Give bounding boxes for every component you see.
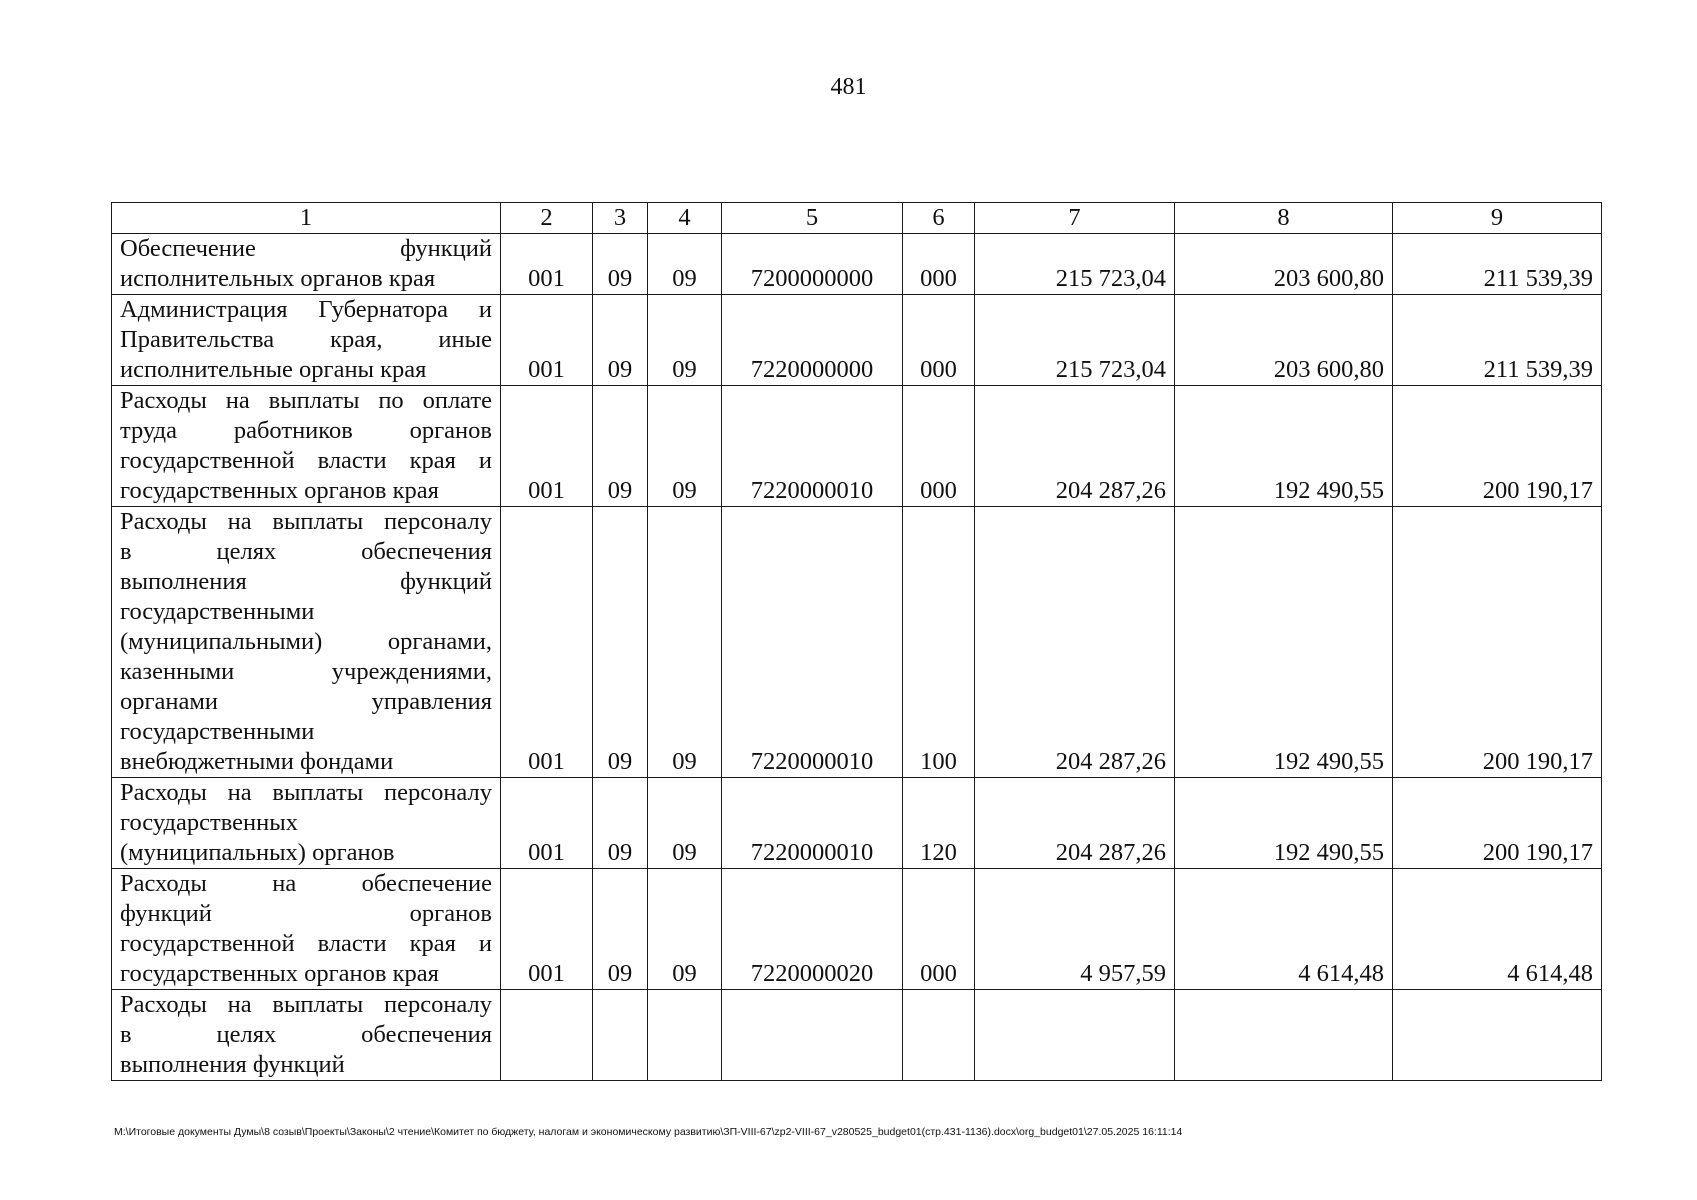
row-name-line: Расходы на выплаты персоналу [120,508,492,535]
section-code-cell: 09 [593,507,648,778]
amount-col8-cell: 203 600,80 [1175,295,1393,386]
amount-col7-cell: 204 287,26 [975,778,1175,869]
amount-col9-cell: 211 539,39 [1393,234,1602,295]
subsection-code-cell: 09 [648,869,722,990]
row-name-cell [112,386,501,507]
row-name-line: государственных органов края [120,960,439,987]
column-header-3: 3 [593,203,648,234]
admin-code-cell: 001 [501,778,593,869]
section-code-cell [593,990,648,1081]
admin-code-cell: 001 [501,295,593,386]
row-name-line: государственных органов края [120,477,439,504]
amount-col9-cell: 4 614,48 [1393,869,1602,990]
section-code-cell: 09 [593,869,648,990]
subsection-code-cell: 09 [648,234,722,295]
target-article-cell: 7220000010 [722,507,903,778]
row-name-line: (муниципальных) органов [120,839,395,866]
row-name-line: казенными учреждениями, [120,658,492,685]
amount-col9-cell: 200 190,17 [1393,507,1602,778]
row-name-line: Обеспечение функций [120,235,492,262]
amount-col7-cell: 215 723,04 [975,234,1175,295]
expense-type-cell: 000 [903,234,975,295]
row-name-cell [112,990,501,1081]
amount-col8-cell [1175,990,1393,1081]
admin-code-cell: 001 [501,234,593,295]
admin-code-cell: 001 [501,507,593,778]
admin-code-cell [501,990,593,1081]
expense-type-cell: 100 [903,507,975,778]
row-name-cell [112,295,501,386]
amount-col8-cell: 192 490,55 [1175,386,1393,507]
column-header-2: 2 [501,203,593,234]
section-code-cell: 09 [593,386,648,507]
admin-code-cell: 001 [501,386,593,507]
expense-type-cell: 120 [903,778,975,869]
budget-table [111,202,1602,1081]
section-code-cell: 09 [593,778,648,869]
column-header-4: 4 [648,203,722,234]
section-code-cell: 09 [593,234,648,295]
amount-col9-cell: 200 190,17 [1393,386,1602,507]
row-name-line: государственной власти края и [120,447,492,474]
column-header-7: 7 [975,203,1175,234]
row-name-line: Правительства края, иные [120,326,492,353]
amount-col8-cell: 192 490,55 [1175,507,1393,778]
row-name-line: Расходы на выплаты персоналу [120,779,492,806]
column-header-5: 5 [722,203,903,234]
target-article-cell [722,990,903,1081]
row-name-line: Расходы на выплаты по оплате [120,387,492,414]
table-row [112,507,1602,778]
subsection-code-cell [648,990,722,1081]
table-body [112,234,1602,1081]
subsection-code-cell: 09 [648,386,722,507]
subsection-code-cell: 09 [648,295,722,386]
table-row [112,386,1602,507]
row-name-line: в целях обеспечения [120,1021,492,1048]
row-name-line: в целях обеспечения [120,538,492,565]
subsection-code-cell: 09 [648,507,722,778]
row-name-line: выполнения функций [120,568,492,595]
row-name-line: органами управления [120,688,492,715]
table-row [112,869,1602,990]
row-name-line: Администрация Губернатора и [120,296,492,323]
amount-col9-cell [1393,990,1602,1081]
admin-code-cell: 001 [501,869,593,990]
row-name-line: Расходы на обеспечение [120,870,492,897]
row-name-line: внебюджетными фондами [120,748,394,775]
target-article-cell: 7200000000 [722,234,903,295]
row-name-line: исполнительных органов края [120,265,436,292]
row-name-cell [112,234,501,295]
row-name-line: исполнительные органы края [120,356,427,383]
row-name-line: выполнения функций [120,1051,345,1078]
expense-type-cell: 000 [903,295,975,386]
column-header-1: 1 [112,203,501,234]
amount-col9-cell: 200 190,17 [1393,778,1602,869]
expense-type-cell: 000 [903,386,975,507]
table-row [112,990,1602,1081]
section-code-cell: 09 [593,295,648,386]
row-name-line: государственными [120,718,315,745]
amount-col8-cell: 4 614,48 [1175,869,1393,990]
amount-col9-cell: 211 539,39 [1393,295,1602,386]
row-name-cell [112,869,501,990]
row-name-line: государственных [120,809,298,836]
row-name-line: (муниципальными) органами, [120,628,492,655]
row-name-line: Расходы на выплаты персоналу [120,991,492,1018]
row-name-line: функций органов [120,900,492,927]
expense-type-cell [903,990,975,1081]
row-name-line: государственной власти края и [120,930,492,957]
subsection-code-cell: 09 [648,778,722,869]
row-name-cell [112,507,501,778]
target-article-cell: 7220000020 [722,869,903,990]
amount-col8-cell: 203 600,80 [1175,234,1393,295]
column-header-9: 9 [1393,203,1602,234]
footer-file-path: M:\Итоговые документы Думы\8 созыв\Проекты\Законы\2 чтение\Комитет по бюджету, налогам и экономическому развитию\ЗП-VIII-67\zp2-VIII-67_v280525_budget01(стр.431-1136).docx\org_budget01\27.05.2025 16:11:14 [114,1126,1183,1138]
table-row [112,234,1602,295]
row-name-cell [112,778,501,869]
table-row [112,778,1602,869]
column-header-8: 8 [1175,203,1393,234]
amount-col7-cell: 204 287,26 [975,386,1175,507]
amount-col7-cell [975,990,1175,1081]
page-number: 481 [830,74,867,100]
table-row [112,295,1602,386]
target-article-cell: 7220000010 [722,778,903,869]
target-article-cell: 7220000000 [722,295,903,386]
amount-col7-cell: 204 287,26 [975,507,1175,778]
column-header-6: 6 [903,203,975,234]
table-header-row [112,203,1602,234]
amount-col8-cell: 192 490,55 [1175,778,1393,869]
row-name-line: труда работников органов [120,417,492,444]
expense-type-cell: 000 [903,869,975,990]
amount-col7-cell: 4 957,59 [975,869,1175,990]
amount-col7-cell: 215 723,04 [975,295,1175,386]
target-article-cell: 7220000010 [722,386,903,507]
row-name-line: государственными [120,598,315,625]
